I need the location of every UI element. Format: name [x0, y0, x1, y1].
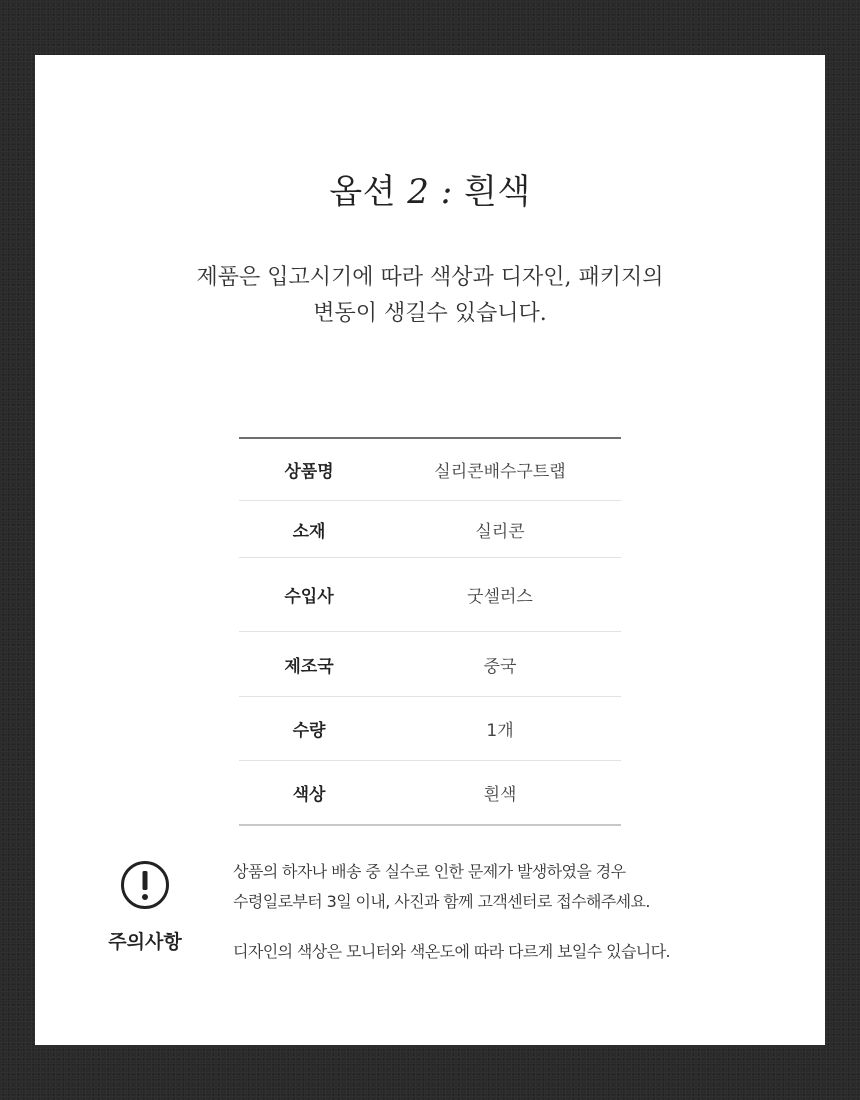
spec-row-color [239, 761, 621, 824]
product-info-card [35, 55, 825, 1045]
spec-row-material [239, 501, 621, 558]
notice-line-3: 디자인의 색상은 모니터와 색온도에 따라 다르게 보일수 있습니다. [233, 942, 671, 961]
description-line-2: 변동이 생길수 있습니다. [313, 301, 547, 326]
spec-value: 중국 [483, 656, 517, 677]
exclamation-circle-icon [120, 860, 170, 910]
spec-table [239, 437, 621, 826]
notice-line-1: 상품의 하자나 배송 중 실수로 인한 문제가 발생하였을 경우 [233, 862, 626, 881]
spec-row-product-name [239, 439, 621, 501]
spec-value: 실리콘 [475, 521, 525, 542]
product-description [35, 260, 825, 332]
spec-value: 1개 [486, 721, 514, 741]
spec-value: 흰색 [483, 785, 517, 805]
spec-label: 제조국 [284, 656, 334, 677]
notice-text [233, 857, 793, 967]
spec-label: 수입사 [284, 587, 334, 607]
description-line-1: 제품은 입고시기에 따라 색상과 디자인, 패키지의 [196, 265, 664, 290]
notice-line-2: 수령일로부터 3일 이내, 사진과 함께 고객센터로 접수해주세요. [233, 892, 650, 911]
spec-label: 수량 [292, 721, 326, 741]
spec-label: 상품명 [284, 462, 334, 482]
notice-label: 주의사항 [108, 931, 182, 953]
option-title-prefix: 옵션 [329, 172, 396, 212]
spec-row-quantity [239, 697, 621, 761]
spec-label: 색상 [292, 785, 326, 805]
option-title-name: 흰색 [464, 172, 531, 212]
spec-value: 실리콘배수구트랩 [434, 462, 566, 482]
spec-value: 굿셀러스 [467, 587, 533, 607]
spec-row-importer [239, 558, 621, 632]
option-title [35, 170, 825, 214]
option-title-number: 2 : [407, 172, 453, 212]
spec-row-country [239, 632, 621, 697]
spec-label: 소재 [292, 521, 326, 542]
